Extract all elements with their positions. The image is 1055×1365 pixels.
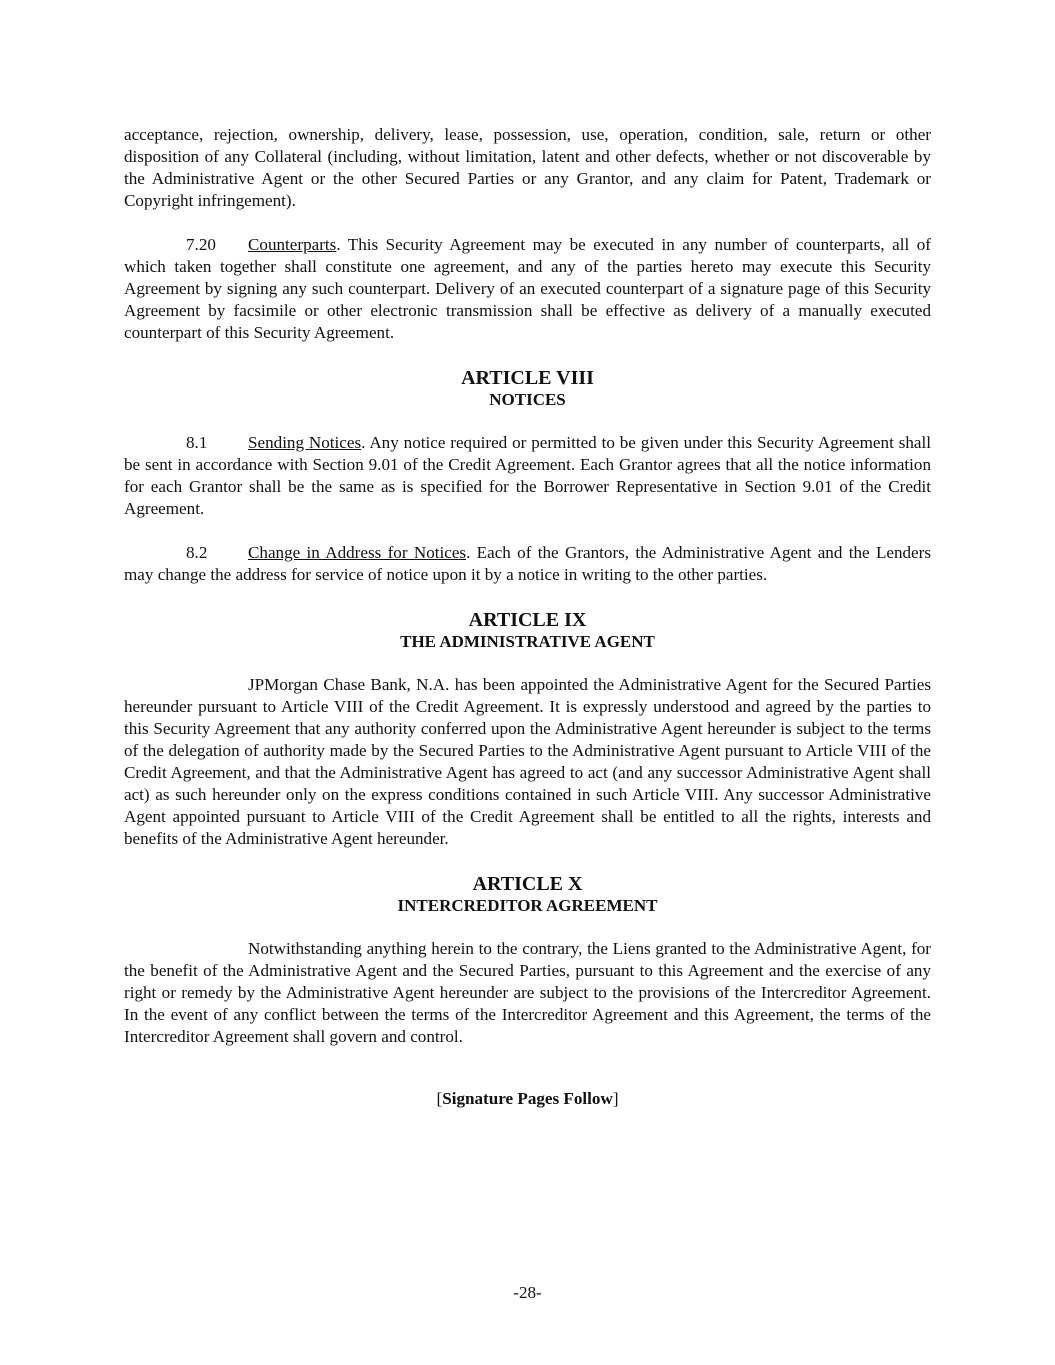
section-text: . Any notice required or permitted to be given under this Security Agreement shall be sent in accordance with Section 9.01 of the Credit Agreement. Each Grantor agrees that all the notice information for each Grantor shall be the same as is specified for the Borrower Representative in Section 9.01 of the Credit Agreement. [124, 433, 931, 518]
section-number: 7.20 [186, 235, 216, 254]
section-number: 8.2 [186, 543, 208, 562]
section-7-20 [124, 234, 931, 344]
section-text: . This Security Agreement may be executed in any number of counterparts, all of which taken together shall constitute one agreement, and any of the parties hereto may execute this Security Agreement by signing any such counterpart. Delivery of an executed counterpart of a signature page of this Security Agreement by facsimile or other electronic transmission shall be effective as delivery of a manually executed counterpart of this Security Agreement. [124, 235, 931, 342]
bracket-close: ] [612, 1089, 619, 1108]
section-heading: Counterparts [248, 235, 337, 254]
article-title: ARTICLE X [472, 873, 583, 895]
section-heading: Sending Notices [248, 433, 362, 452]
section-8-1 [124, 432, 931, 520]
article-9-paragraph: JPMorgan Chase Bank, N.A. has been appointed the Administrative Agent for the Secured Parties hereunder pursuant to Article VIII of the Credit Agreement. It is expressly understood and agreed by the parties to this Security Agreement that any authority conferred upon the Administrative Agent hereunder is subject to the terms of the delegation of authority made by the Secured Parties to the Administrative Agent pursuant to Article VIII of the Credit Agreement, and that the Administrative Agent has agreed to act (and any successor Administrative Agent shall act) as such hereunder only on the express conditions contained in such Article VIII. Any successor Administrative Agent appointed pursuant to Article VIII of the Credit Agreement shall be entitled to all the rights, interests and benefits of the Administrative Agent hereunder. [124, 675, 931, 848]
article-subtitle: THE ADMINISTRATIVE AGENT [400, 632, 655, 651]
continuation-paragraph: acceptance, rejection, ownership, delivery, lease, possession, use, operation, condition, sale, return or other disposition of any Collateral (including, without limitation, latent and other defects, whether or not discoverable by the Administrative Agent or the other Secured Parties or any Grantor, and any claim for Patent, Trademark or Copyright infringement). [124, 125, 931, 210]
article-10-paragraph: Notwithstanding anything herein to the contrary, the Liens granted to the Administrative Agent, for the benefit of the Administrative Agent and the Secured Parties, pursuant to this Agreement and the exercise of any right or remedy by the Administrative Agent hereunder are subject to the provisions of the Intercreditor Agreement. In the event of any conflict between the terms of the Intercreditor Agreement and this Agreement, the terms of the Intercreditor Agreement shall govern and control. [124, 939, 931, 1046]
section-heading: Change in Address for Notices [248, 543, 467, 562]
article-8-heading [124, 366, 931, 410]
bracket-open: [ [436, 1089, 443, 1108]
article-subtitle: NOTICES [489, 390, 566, 409]
signature-text: Signature Pages Follow [442, 1089, 613, 1108]
section-8-2 [124, 542, 931, 586]
signature-pages-note [124, 1088, 931, 1110]
section-number: 8.1 [186, 433, 208, 452]
page-number: -28- [513, 1283, 542, 1302]
section-text: . Each of the Grantors, the Administrative Agent and the Lenders may change the address for service of notice upon it by a notice in writing to the other parties. [124, 543, 931, 584]
document-body [124, 124, 931, 1110]
article-title: ARTICLE IX [468, 609, 587, 631]
article-10-heading [124, 872, 931, 916]
article-9-heading [124, 608, 931, 652]
article-subtitle: INTERCREDITOR AGREEMENT [397, 896, 658, 915]
article-title: ARTICLE VIII [461, 367, 594, 389]
